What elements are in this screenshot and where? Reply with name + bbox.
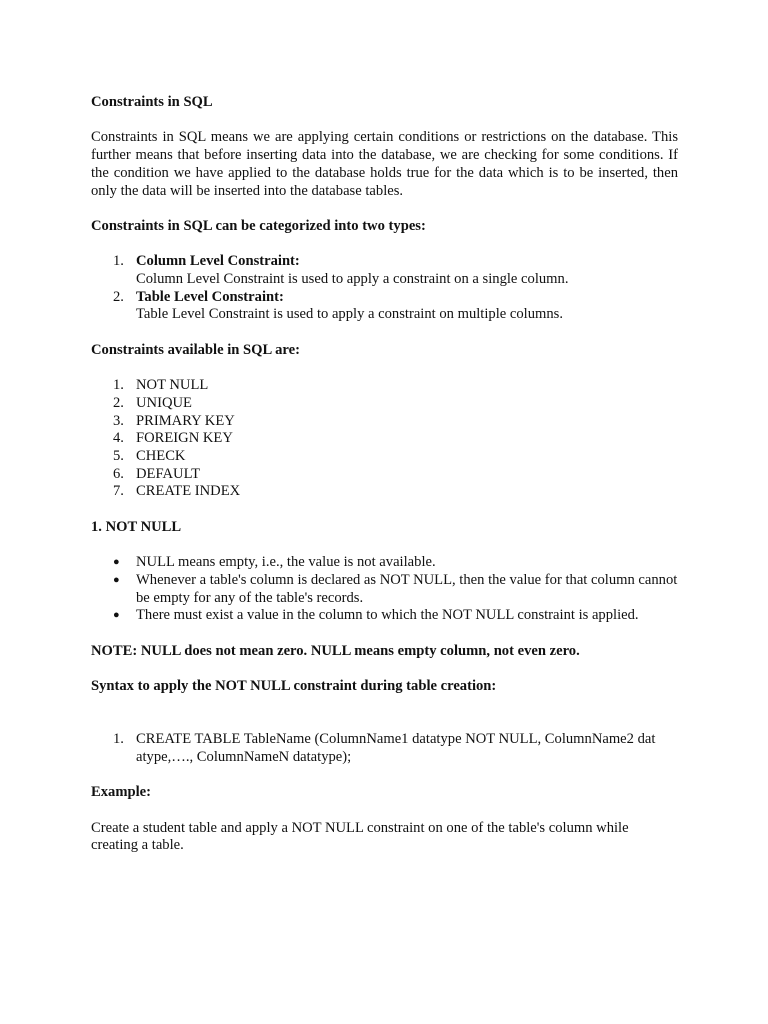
list-number: 1. — [113, 731, 124, 748]
category-description: Column Level Constraint is used to apply a constraint on a single column. — [136, 270, 569, 287]
list-number: 5. — [113, 447, 124, 464]
notnull-bullet-list — [91, 554, 678, 625]
document-content — [91, 94, 678, 855]
category-description: Table Level Constraint is used to apply a constraint on multiple columns. — [136, 306, 563, 323]
categories-list — [91, 253, 678, 324]
code-line: atype,…., ColumnNameN datatype); — [136, 748, 352, 765]
list-item — [91, 289, 678, 324]
list-number: 1. — [113, 253, 124, 270]
page-title: Constraints in SQL — [91, 94, 213, 110]
bullet-text: Whenever a table's column is declared as NOT NULL, then the value for that column cannot be empty for any of the table's records. — [136, 571, 678, 606]
list-number: 3. — [113, 412, 124, 429]
example-paragraph: Create a student table and apply a NOT NULL constraint on one of the table's column while creating a table. — [91, 819, 629, 854]
constraints-list — [91, 377, 678, 501]
list-item — [91, 253, 678, 288]
example-heading: Example: — [91, 784, 151, 801]
list-number: 4. — [113, 430, 124, 447]
list-item — [91, 483, 678, 501]
list-item — [91, 607, 678, 625]
bullet-text: NULL means empty, i.e., the value is not available. — [136, 554, 436, 571]
list-number: 6. — [113, 465, 124, 482]
bullet-icon: ● — [113, 556, 120, 569]
list-item — [91, 572, 678, 607]
list-item — [91, 466, 678, 484]
note-text: NOTE: NULL does not mean zero. NULL means empty column, not even zero. — [91, 642, 580, 659]
bullet-icon: ● — [113, 573, 120, 586]
constraint-name: CREATE INDEX — [136, 483, 241, 500]
list-item — [91, 554, 678, 572]
constraint-name: NOT NULL — [136, 377, 209, 394]
list-number: 2. — [113, 288, 124, 305]
categories-heading: Constraints in SQL can be categorized into two types: — [91, 217, 426, 234]
list-number: 7. — [113, 483, 124, 500]
intro-paragraph: Constraints in SQL means we are applying certain conditions or restrictions on the database. This further means that before inserting data into the database, we are checking for some conditions. If the condition we have applied to the database holds true for the data which is to be inserted, then only the data will be inserted into the database tables. — [91, 129, 678, 199]
syntax-code-block — [136, 731, 678, 766]
list-item — [91, 395, 678, 413]
list-number: 2. — [113, 394, 124, 411]
category-title: Table Level Constraint: — [136, 288, 284, 305]
syntax-list-item — [91, 731, 678, 766]
available-heading: Constraints available in SQL are: — [91, 341, 300, 358]
list-number: 1. — [113, 377, 124, 394]
constraint-name: PRIMARY KEY — [136, 412, 235, 429]
list-item — [91, 448, 678, 466]
bullet-icon: ● — [113, 609, 120, 622]
notnull-heading: 1. NOT NULL — [91, 518, 182, 535]
category-title: Column Level Constraint: — [136, 253, 300, 270]
code-line: CREATE TABLE TableName (ColumnName1 datatype NOT NULL, ColumnName2 dat — [136, 731, 656, 748]
constraint-name: FOREIGN KEY — [136, 430, 233, 447]
list-item — [91, 377, 678, 395]
list-item — [91, 413, 678, 431]
list-item — [91, 430, 678, 448]
constraint-name: DEFAULT — [136, 465, 201, 482]
bullet-text: There must exist a value in the column to which the NOT NULL constraint is applied. — [136, 607, 639, 624]
constraint-name: CHECK — [136, 447, 186, 464]
syntax-heading: Syntax to apply the NOT NULL constraint during table creation: — [91, 678, 497, 695]
constraint-name: UNIQUE — [136, 394, 192, 411]
